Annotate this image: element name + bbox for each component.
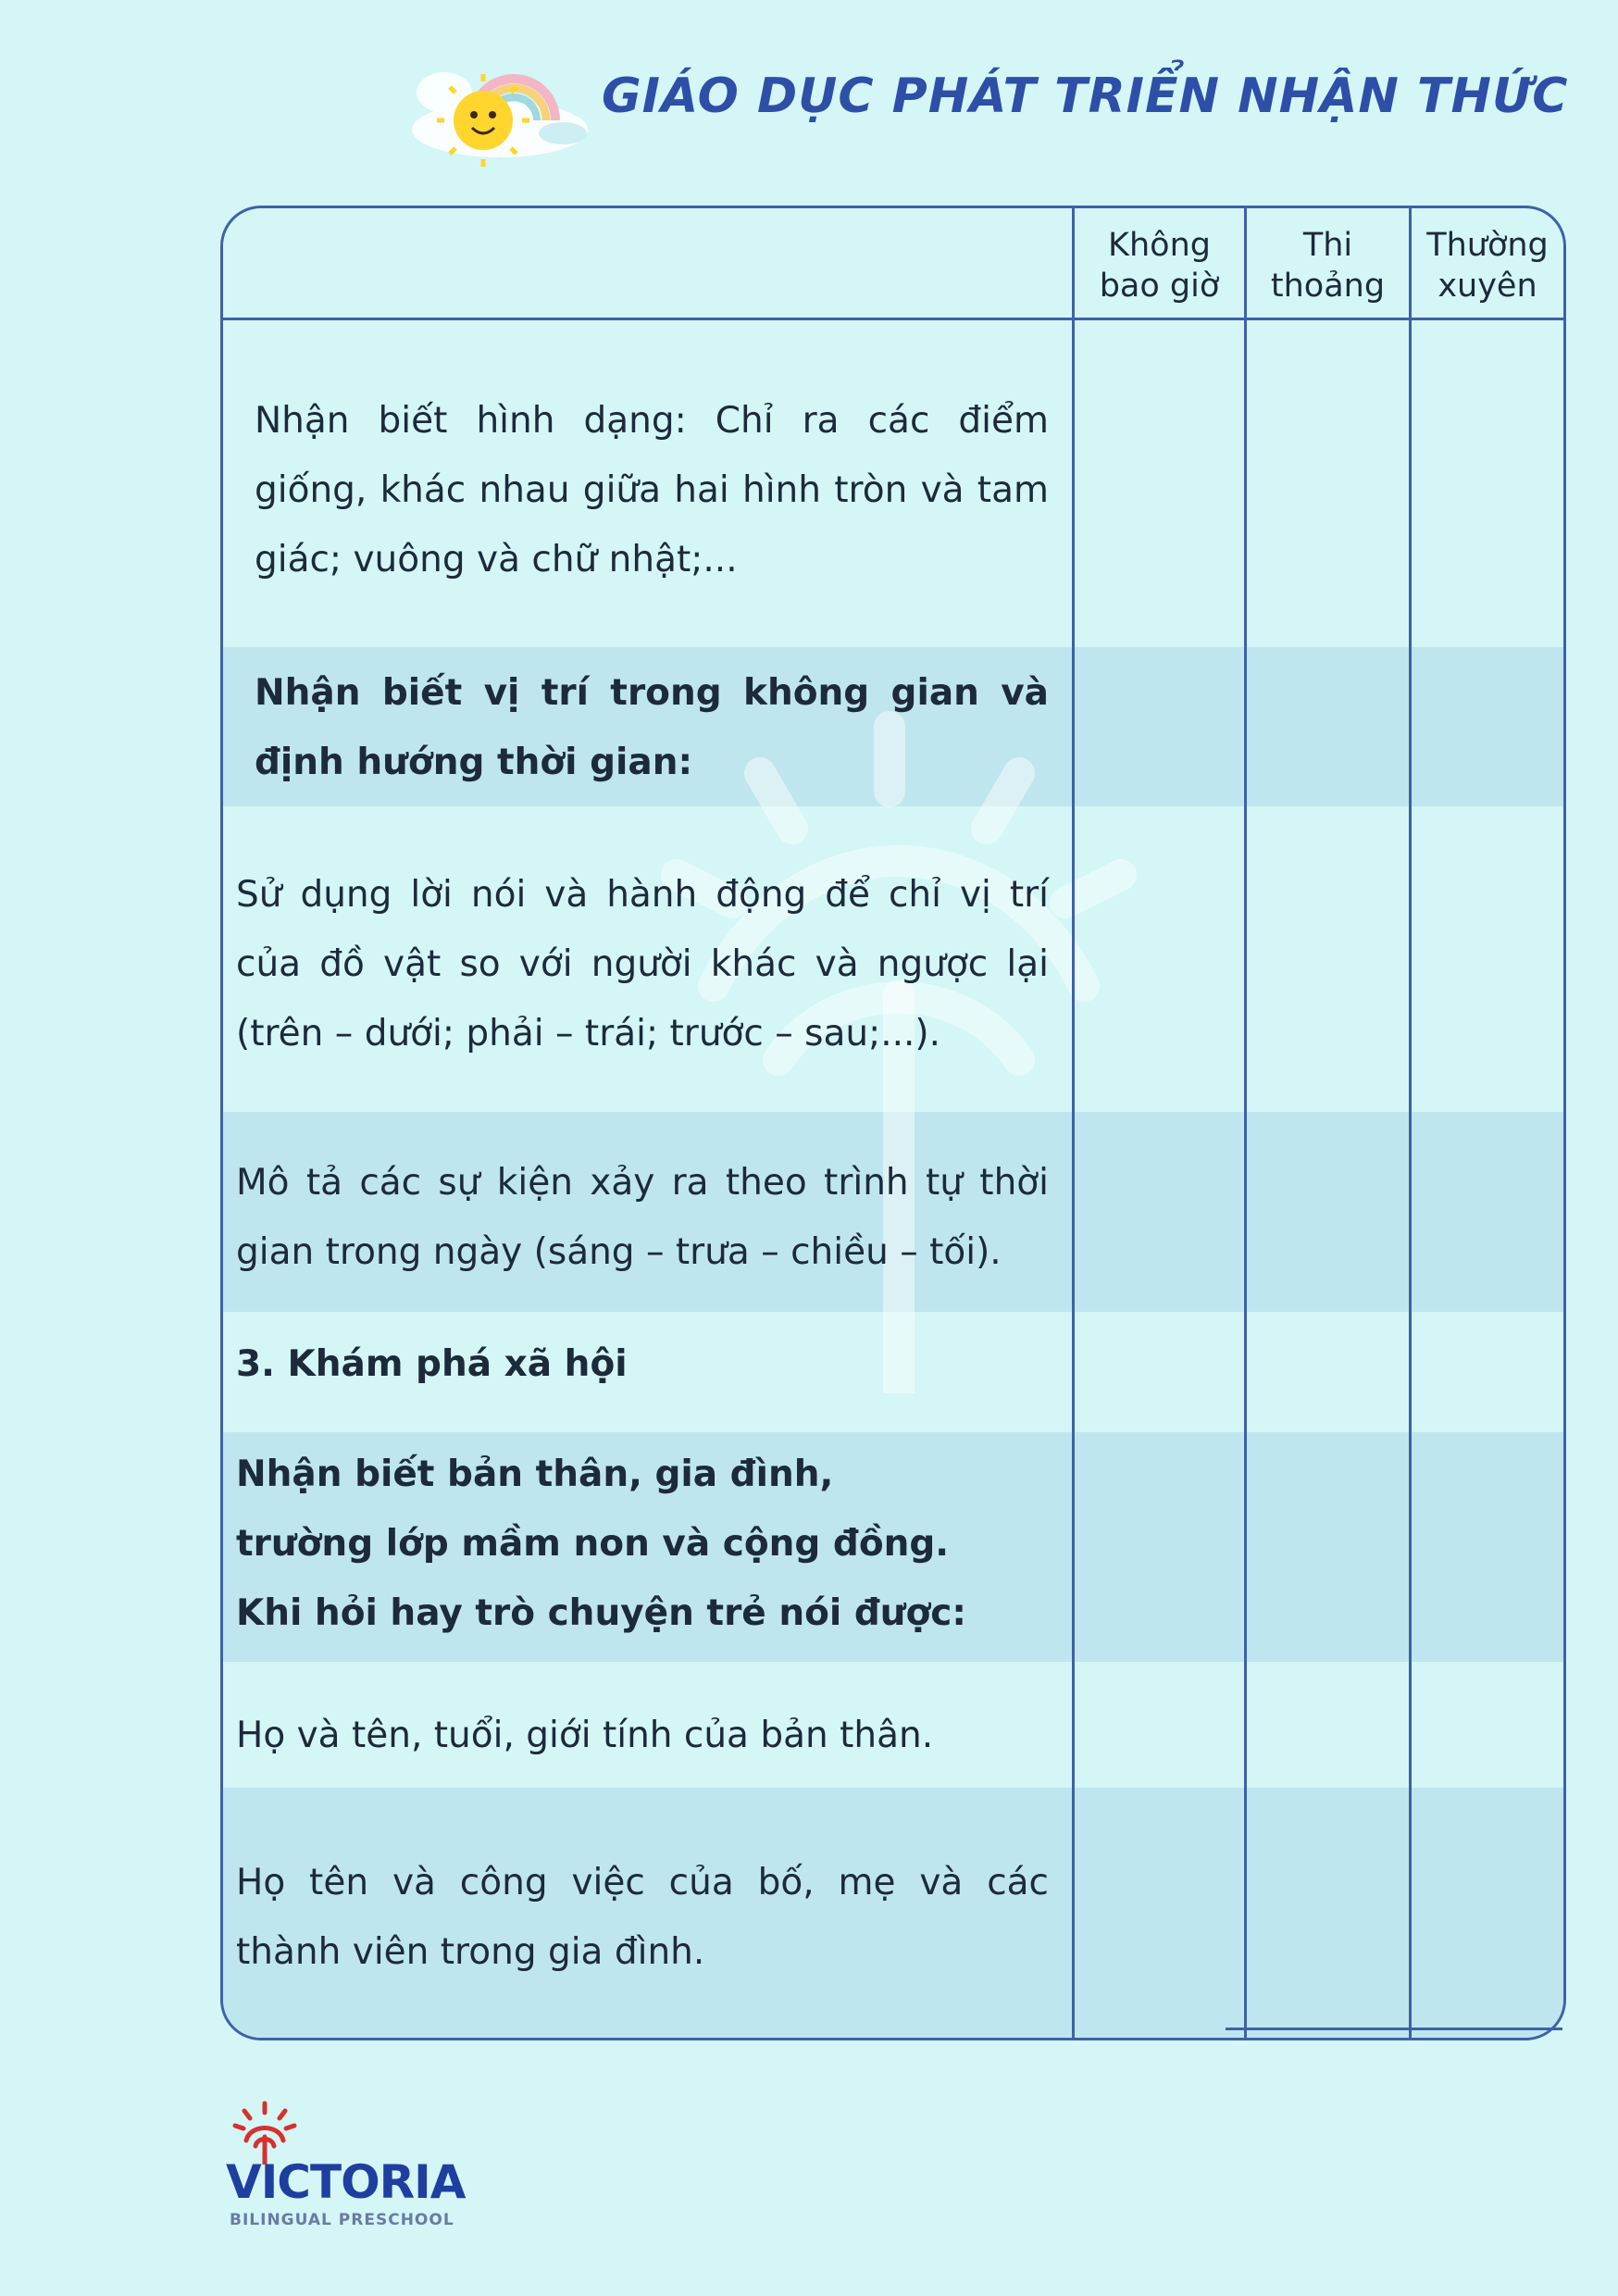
row-family-jobs: Họ tên và công việc của bố, mẹ và các thành viên trong gia đình. [236,1862,1049,1973]
col-header-sometimes-line1: Thi [1302,227,1353,264]
row-self-family-heading: Nhận biết bản thân, gia đình, trường lớp mầm non và cộng đồng. Khi hỏi hay trò chuyện trẻ nói được: [236,1454,967,1634]
col-header-never-line1: Không [1108,227,1211,264]
logo-subtitle: BILINGUAL PRESCHOOL [230,2211,454,2229]
row-shape-recognition: Nhận biết hình dạng: Chỉ ra các điểm giống, khác nhau giữa hai hình tròn và tam giác; vuông và chữ nhật;... [255,400,1049,580]
page-title: GIÁO DỤC PHÁT TRIỂN NHẬN THỨC [602,69,1569,124]
col-header-often-line1: Thường [1426,227,1549,264]
col-header-often-line2: xuyên [1438,268,1537,305]
page-header [407,37,1569,167]
row-position-words: Sử dụng lời nói và hành động để chỉ vị trí của đồ vật so với người khác và ngược lại (trên – dưới; phải – trái; trước – sau;...). [236,874,1049,1054]
col-header-never-line2: bao giờ [1099,268,1220,305]
col-header-sometimes-line2: thoảng [1270,268,1386,305]
row-social-heading: 3. Khám phá xã hội [236,1343,628,1385]
header-divider [223,318,1563,320]
row-daily-sequence: Mô tả các sự kiện xảy ra theo trình tự thời gian trong ngày (sáng – trưa – chiều – tối). [236,1162,1049,1273]
col-divider-3 [1409,208,1412,2040]
col-header-often [1412,225,1563,306]
col-divider-1 [1072,208,1075,2040]
sun-rainbow-icon [407,37,592,167]
col-divider-2 [1244,208,1247,2040]
col-header-never [1075,225,1244,306]
logo-wordmark: VICTORIA [226,2155,466,2209]
col-header-sometimes [1247,225,1409,306]
table-bottom-rule [1226,2028,1562,2030]
row-name-age-gender: Họ và tên, tuổi, giới tính của bản thân. [236,1715,934,1756]
checklist-table [220,206,1566,2040]
row-space-time-heading: Nhận biết vị trí trong không gian và định hướng thời gian: [255,672,1049,783]
victoria-logo [226,2100,466,2229]
